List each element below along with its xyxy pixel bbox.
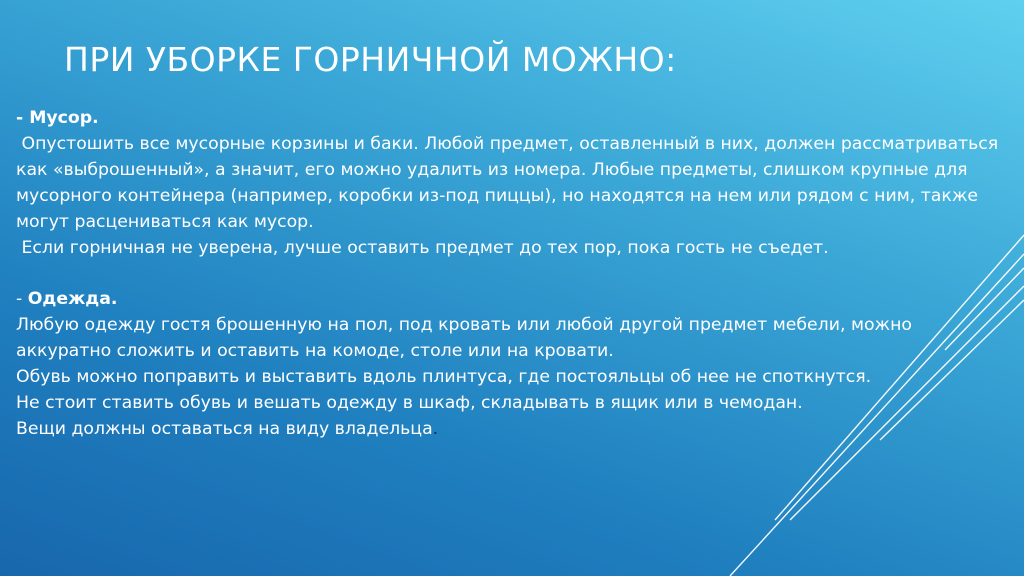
section-clothes-text-2: Обувь можно поправить и выставить вдоль плинтуса, где постояльцы об нее не споткнутся. [16, 367, 872, 388]
section-clothes-heading [16, 287, 1006, 313]
section-clothes-text-4-main: Вещи должны оставаться на виду владельца [16, 418, 433, 439]
section-clothes-text-4-end: . [432, 418, 439, 439]
section-clothes-text-1: Любую одежду гостя брошенную на пол, под кровать или любой другой предмет мебели, можно аккуратно сложить и оставить на комоде, столе или на кровати. [16, 315, 912, 362]
section-clothes-title: Одежда. [27, 289, 118, 310]
section-trash-text-1: Опустошить все мусорные корзины и баки. Любой предмет, оставленный в них, должен рассматриваться как «выброшенный», а значит, его можно удалить из номера. Любые предметы, слишком крупные для мусорного контейнера (например, коробки из-под пиццы), но находятся на нем или рядом с ним, также могут расцениваться как мусор. [16, 133, 1004, 232]
spacer [16, 261, 1006, 287]
slide-body [16, 106, 1006, 443]
slide-title: ПРИ УБОРКЕ ГОРНИЧНОЙ МОЖНО: [64, 40, 677, 79]
section-clothes-text-4 [16, 417, 1006, 443]
section-trash-text-2: Если горничная не уверена, лучше оставить предмет до тех пор, пока гость не съедет. [16, 237, 829, 258]
section-clothes-dash: - [16, 289, 28, 310]
section-clothes-text-3: Не стоит ставить обувь и вешать одежду в шкаф, складывать в ящик или в чемодан. [16, 392, 803, 413]
section-trash-heading: - Мусор. [16, 108, 99, 128]
